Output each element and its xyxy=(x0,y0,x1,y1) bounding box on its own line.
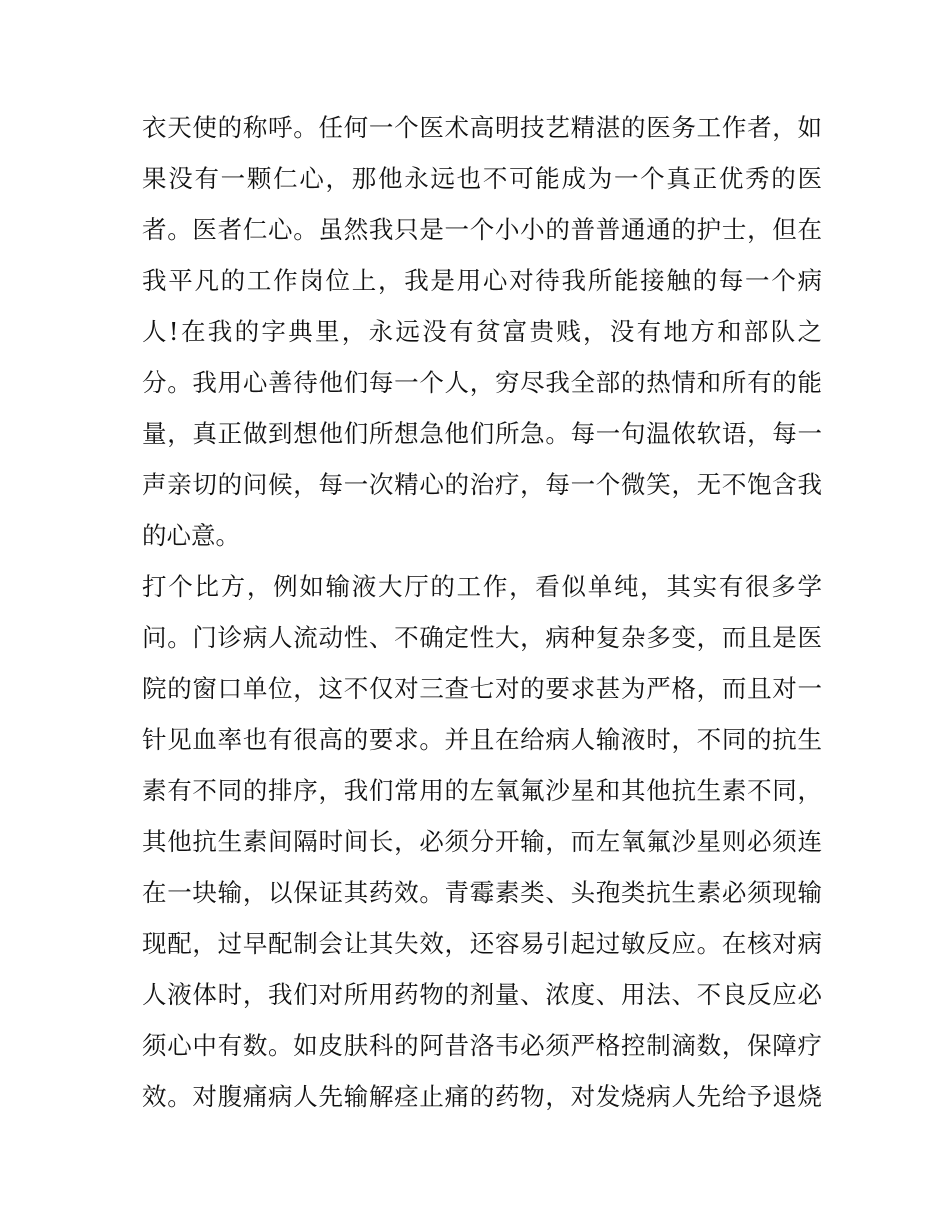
text-line: 量，真正做到想他们所想急他们所急。每一句温侬软语，每一 xyxy=(142,419,822,448)
text-line: 须心中有数。如皮肤科的阿昔洛韦必须严格控制滴数，保障疗 xyxy=(142,1031,822,1060)
text-line: 分。我用心善待他们每一个人，穷尽我全部的热情和所有的能 xyxy=(142,368,822,397)
text-line: 现配，过早配制会让其失效，还容易引起过敏反应。在核对病 xyxy=(142,929,822,958)
text-line: 其他抗生素间隔时间长，必须分开输，而左氧氟沙星则必须连 xyxy=(142,827,822,856)
text-line: 人液体时，我们对所用药物的剂量、浓度、用法、不良反应必 xyxy=(142,980,822,1009)
text-line: 果没有一颗仁心，那他永远也不可能成为一个真正优秀的医 xyxy=(142,164,822,193)
text-line: 的心意。 xyxy=(142,521,240,550)
text-line: 在一块输，以保证其药效。青霉素类、头孢类抗生素必须现输 xyxy=(142,878,822,907)
text-line: 问。门诊病人流动性、不确定性大，病种复杂多变，而且是医 xyxy=(142,623,822,652)
text-line: 声亲切的问候，每一次精心的治疗，每一个微笑，无不饱含我 xyxy=(142,470,822,499)
text-line: 打个比方，例如输液大厅的工作，看似单纯，其实有很多学 xyxy=(142,572,822,601)
text-line: 针见血率也有很高的要求。并且在给病人输液时，不同的抗生 xyxy=(142,725,822,754)
text-line: 院的窗口单位，这不仅对三查七对的要求甚为严格，而且对一 xyxy=(142,674,822,703)
text-line: 我平凡的工作岗位上，我是用心对待我所能接触的每一个病 xyxy=(142,266,822,295)
text-line: 效。对腹痛病人先输解痉止痛的药物，对发烧病人先给予退烧 xyxy=(142,1082,822,1111)
text-line: 素有不同的排序，我们常用的左氧氟沙星和其他抗生素不同， xyxy=(142,776,822,805)
text-line: 衣天使的称呼。任何一个医术高明技艺精湛的医务工作者，如 xyxy=(142,113,822,142)
text-line: 者。医者仁心。虽然我只是一个小小的普普通通的护士，但在 xyxy=(142,215,822,244)
text-line: 人!在我的字典里，永远没有贫富贵贱，没有地方和部队之 xyxy=(142,317,822,346)
